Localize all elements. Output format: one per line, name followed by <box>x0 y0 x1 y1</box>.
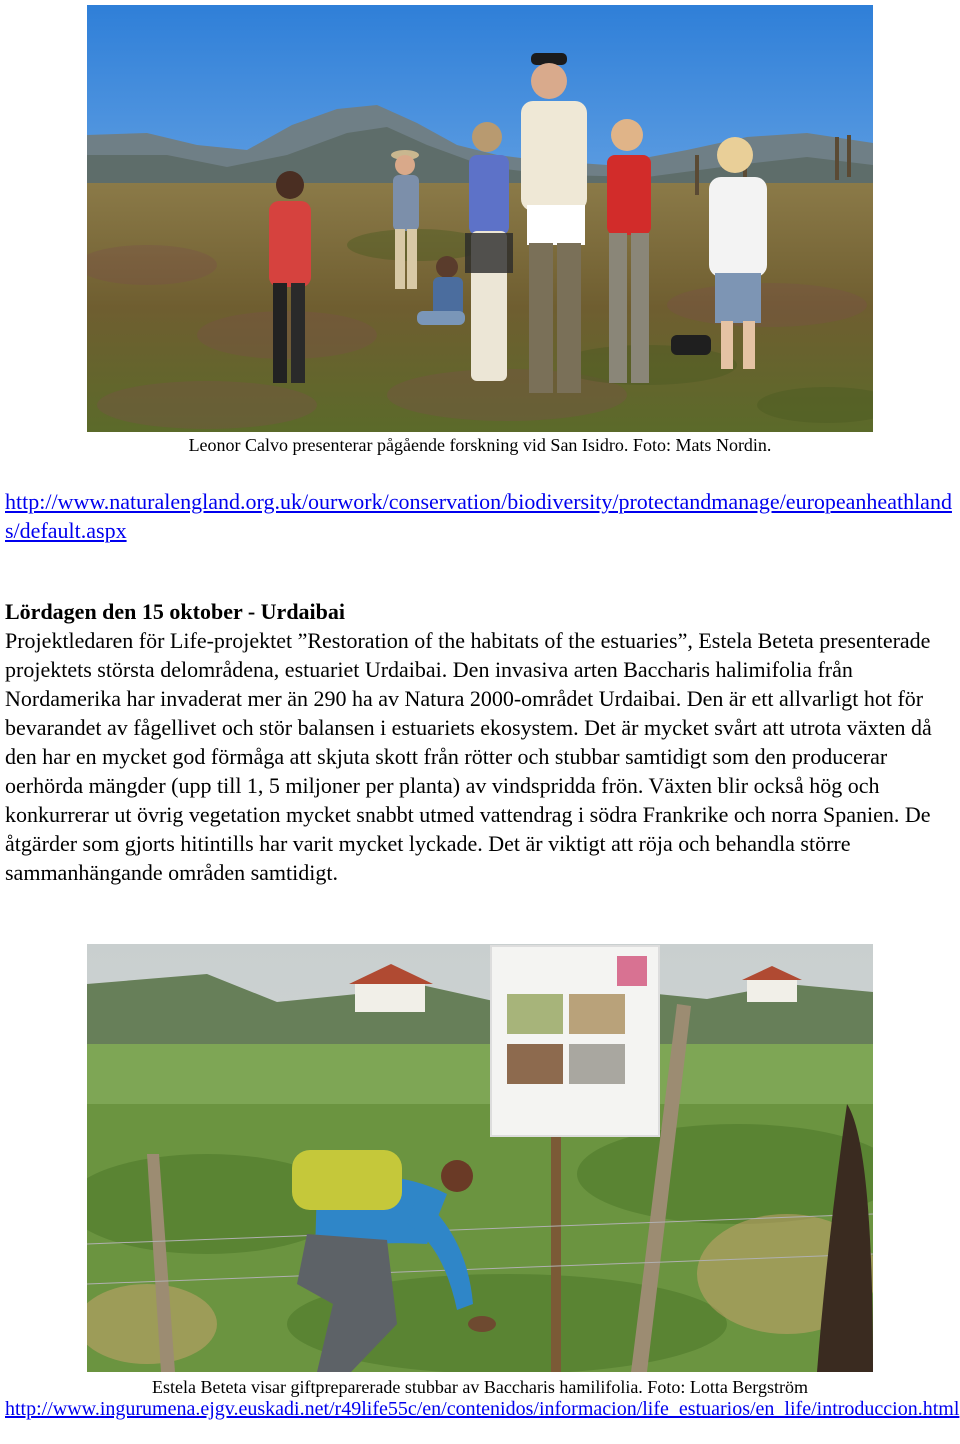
section-body-text: Projektledaren för Life-projektet ”Restoration of the habitats of the estuaries”, Estela Beteta presenterade projektets största delområdena, estuariet Urdaibai. Den invasiva arten Baccharis halimifolia från Nordamerika har invaderat mer än 290 ha av Natura 2000-området Urdaibai. Den är ett allvarligt hot för bevarandet av fågellivet och stör balansen i estuariets ekosystem. Det är mycket svårt att utrota växten då den har en mycket god förmåga att skjuta skott från rötter och stubbar samtidigt som den producerar oerhörda mängder (upp till 1, 5 miljoner per planta) av vindspridda frön. Växten blir också hög och konkurrerar ut övrig vegetation mycket snabbt utmed vattendrag i södra Frankrike och norra Spanien. De åtgärder som gjorts hitintills har varit mycket lyckade. Det är viktigt att röja och behandla större sammanhängande områden samtidigt. <box>5 628 932 885</box>
photo1-caption: Leonor Calvo presenterar pågående forskning vid San Isidro. Foto: Mats Nordin. <box>188 435 772 455</box>
photo-heathland-group <box>87 5 873 432</box>
photo-sign-field <box>87 944 873 1372</box>
photo-heathland-illustration <box>87 5 873 432</box>
ingurumena-link-container <box>5 1397 960 1421</box>
naturalengland-link-container <box>5 487 955 545</box>
naturalengland-link[interactable]: http://www.naturalengland.org.uk/ourwork/conservation/biodiversity/protectandmanage/europeanheathlands/default.aspx <box>5 489 952 543</box>
photo2-caption: Estela Beteta visar giftpreparerade stubbar av Baccharis hamilifolia. Foto: Lotta Bergström <box>152 1377 808 1397</box>
section-heading: Lördagen den 15 oktober - Urdaibai <box>5 599 346 624</box>
ingurumena-link[interactable]: http://www.ingurumena.ejgv.euskadi.net/r49life55c/en/contenidos/informacion/life_estuarios/en_life/introduccion.html <box>5 1398 960 1420</box>
photo-sign-field-illustration <box>87 944 873 1372</box>
